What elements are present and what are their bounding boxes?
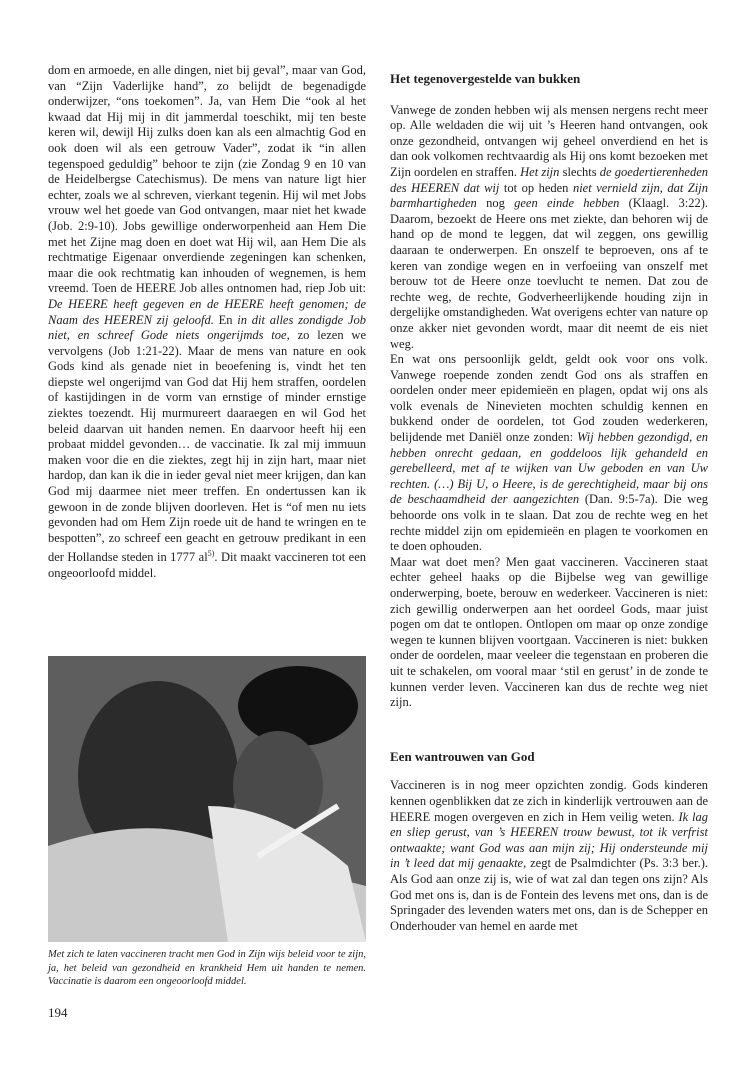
photo-caption: Met zich te laten vaccineren tracht men God in Zijn wijs beleid voor te zijn, ja, het beleid van gezondheid en krankheid Hem uit handen te nemen. Vaccinatie is daarom een ongeoorloofd middel. <box>48 949 366 987</box>
section-heading: Het tegenovergestelde van bukken <box>390 71 581 86</box>
left-column <box>48 63 366 582</box>
photo-illustration <box>48 656 366 942</box>
page-number: 194 <box>48 1005 68 1020</box>
right-column <box>390 63 708 934</box>
right-paragraph: En wat ons persoonlijk geldt, geldt ook voor ons volk. Vanwege roepende zonden zendt God ons als straffen en oordelen onder meer epidemieën en plagen, opdat wij ons als volk evenals de Ninevieten mochten schuldig kennen en bukkend onder de oordelen, tot God zouden wederkeren, belijdende met Daniël onze zonden: Wij hebben gezondigd, en hebben onrecht gedaan, en goddeloos lijk gehandeld en gerebelleerd, met af te wijken van Uw geboden en van Uw rechten. (…) Bij U, o Heere, is de gerechtigheid, maar bij ons de beschaamdheid der aangezichten (Dan. 9:5-7a). Die weg behoorde ons volk in te slaan. Dat zou de rechte weg en het rechte middel zijn om epidemieën en plagen te voorkomen en te doen ophouden. <box>390 352 708 554</box>
left-paragraph: dom en armoede, en alle dingen, niet bij geval”, maar van God, van “Zijn Vaderlijke hand”, zo belijdt de begenadigde onderwijzer, “ons toekomen”. Ja, van Hem Die “ook al het kwaad dat Hij mij in dit jammerdal toeschikt, mij ten beste keren wil, dewijl Hij zulks doen kan als een almachtig God en ook doen wil als een getrouw Vader”, zodat ik “in allen tegenspoed geduldig” behoor te zijn (zie Zondag 9 en 10 van de Heidelbergse Catechismus). De mens van nature ligt hier echter, zoals we al schreven, vierkant tegenin. Hij wil met Jobs vrouw wel het goede van God ontvangen, maar niet het kwade (Job. 2:9-10). Jobs gewillige onderworpenheid aan Hem Die met het Zijne mag doen en doet wat Hij wil, aan Hem Die als rechtmatige Eigenaar onverdiende zegeningen kan schenken, maar die ook rechtmatig kan inhouden of wegnemen, is hem vreemd. Toen de HEERE Job alles ontnomen had, riep Job uit: De HEERE heeft gegeven en de HEERE heeft genomen; de Naam des HEEREN zij geloofd. En in dit alles zondigde Job niet, en schreef Gode niets ongerijmds toe, zo lezen we vervolgens (Job 1:21-22). Maar de mens van nature en ook Gods kind als genade niet in beoefening is, vindt het ten diepste wel ongerijmd van God dat Hij hem straffen, oordelen of kastijdingen in de vorm van ernstige of minder ernstige ziektes toezendt. Hij murmureert daaraegen en wil God het beleid daarvan uit handen nemen. En daarvoor heeft hij een probaat middel gevonden… de vaccinatie. Ik zal mij immuun maken voor die en die ziektes, zegt hij in zijn hart, maar niet hardop, dan kan ik die in ieder geval niet meer krijgen, dan kan God mij daarmee niet meer treffen. En ondertussen kan ik gewoon in de zonde blijven doorleven. Het is “of men nu iets gevonden had om Hem Zijn roede uit de hand te wringen en te bespotten”, zo schreef een geacht en getrouw predikant in een der Hollandse steden in 1777 $al^{5)}$. Dit maakt vaccineren tot een ongeoorloofd middel. <box>48 63 367 581</box>
right-paragraph: Vaccineren is in nog meer opzichten zondig. Gods kinderen kennen ogenblikken dat ze zich in kinderlijk vertrouwen aan de HEERE mogen overgeven en zich in Hem veilig weten. Ik lag en sliep gerust, van ’s HEEREN trouw bewust, tot ik verfrist ontwaakte; want God was aan mijn zij; Hij ondersteunde mij in ’t leed dat mij genaakte, zegt de Psalmdichter (Ps. 3:3 ber.). Als God aan onze zij is, wie of wat zal dan tegen ons zijn? Als God met ons is, dan is de Fontein des levens met ons, dan is de Springader des levenden waters met ons, dan is de Schepper en Onderhouder van hemel en aarde met <box>390 778 708 933</box>
right-paragraph: Maar wat doet men? Men gaat vaccineren. Vaccineren staat echter geheel haaks op die Bijbelse weg van gewillige onderwerping, boete, berouw en wederkeer. Vaccineren is niet: zich gewillig onderwerpen aan het oordeel Gods, maar juist pogen om dat te ontlopen. Ontlopen om maar op onze zondige wegen te kunnen blijven voortgaan. Vaccineren is niet: bukken onder de oordelen, maar veeleer die tegenstaan en proberen die uit te schakelen, om vooral maar ‘stil en gerust’ in de zonde te kunnen verder leven. Vaccineren kan dus de rechte weg niet zijn. <box>390 554 708 710</box>
right-paragraph: Vanwege de zonden hebben wij als mensen nergens recht meer op. Alle weldaden die wij uit ’s Heeren hand ontvangen, ook onze gezondheid, ontvangen wij geheel onverdiend en het is dan ook volkomen rechtvaardig als Hij ons komt bezoeken met Zijn oordelen en straffen. Het zijn slechts de goedertierenheden des HEEREN dat wij tot op heden niet vernield zijn, dat Zijn barmhartigheden nog geen einde hebben (Klaagl. 3:22). Daarom, bezoekt de Heere ons met ziekte, dan behoren wij de hand op de mond te leggen, dat wil zeggen, ons gewillig daaraan te onderwerpen. En onszelf te beproeven, ons af te keren van zondige wegen en in verfoeiing van onszelf met berouw tot de Heere onze toevlucht te nemen. Dat zou de rechte weg, de rechte, Godverheerlijkende houding zijn in dergelijke omstandigheden. Wat overigens echter van nature op onze akker niet gevonden wordt, maar dit neemt de eis niet weg. <box>390 102 709 351</box>
section-heading: Een wantrouwen van God <box>390 748 535 764</box>
vaccination-photo <box>48 656 366 942</box>
